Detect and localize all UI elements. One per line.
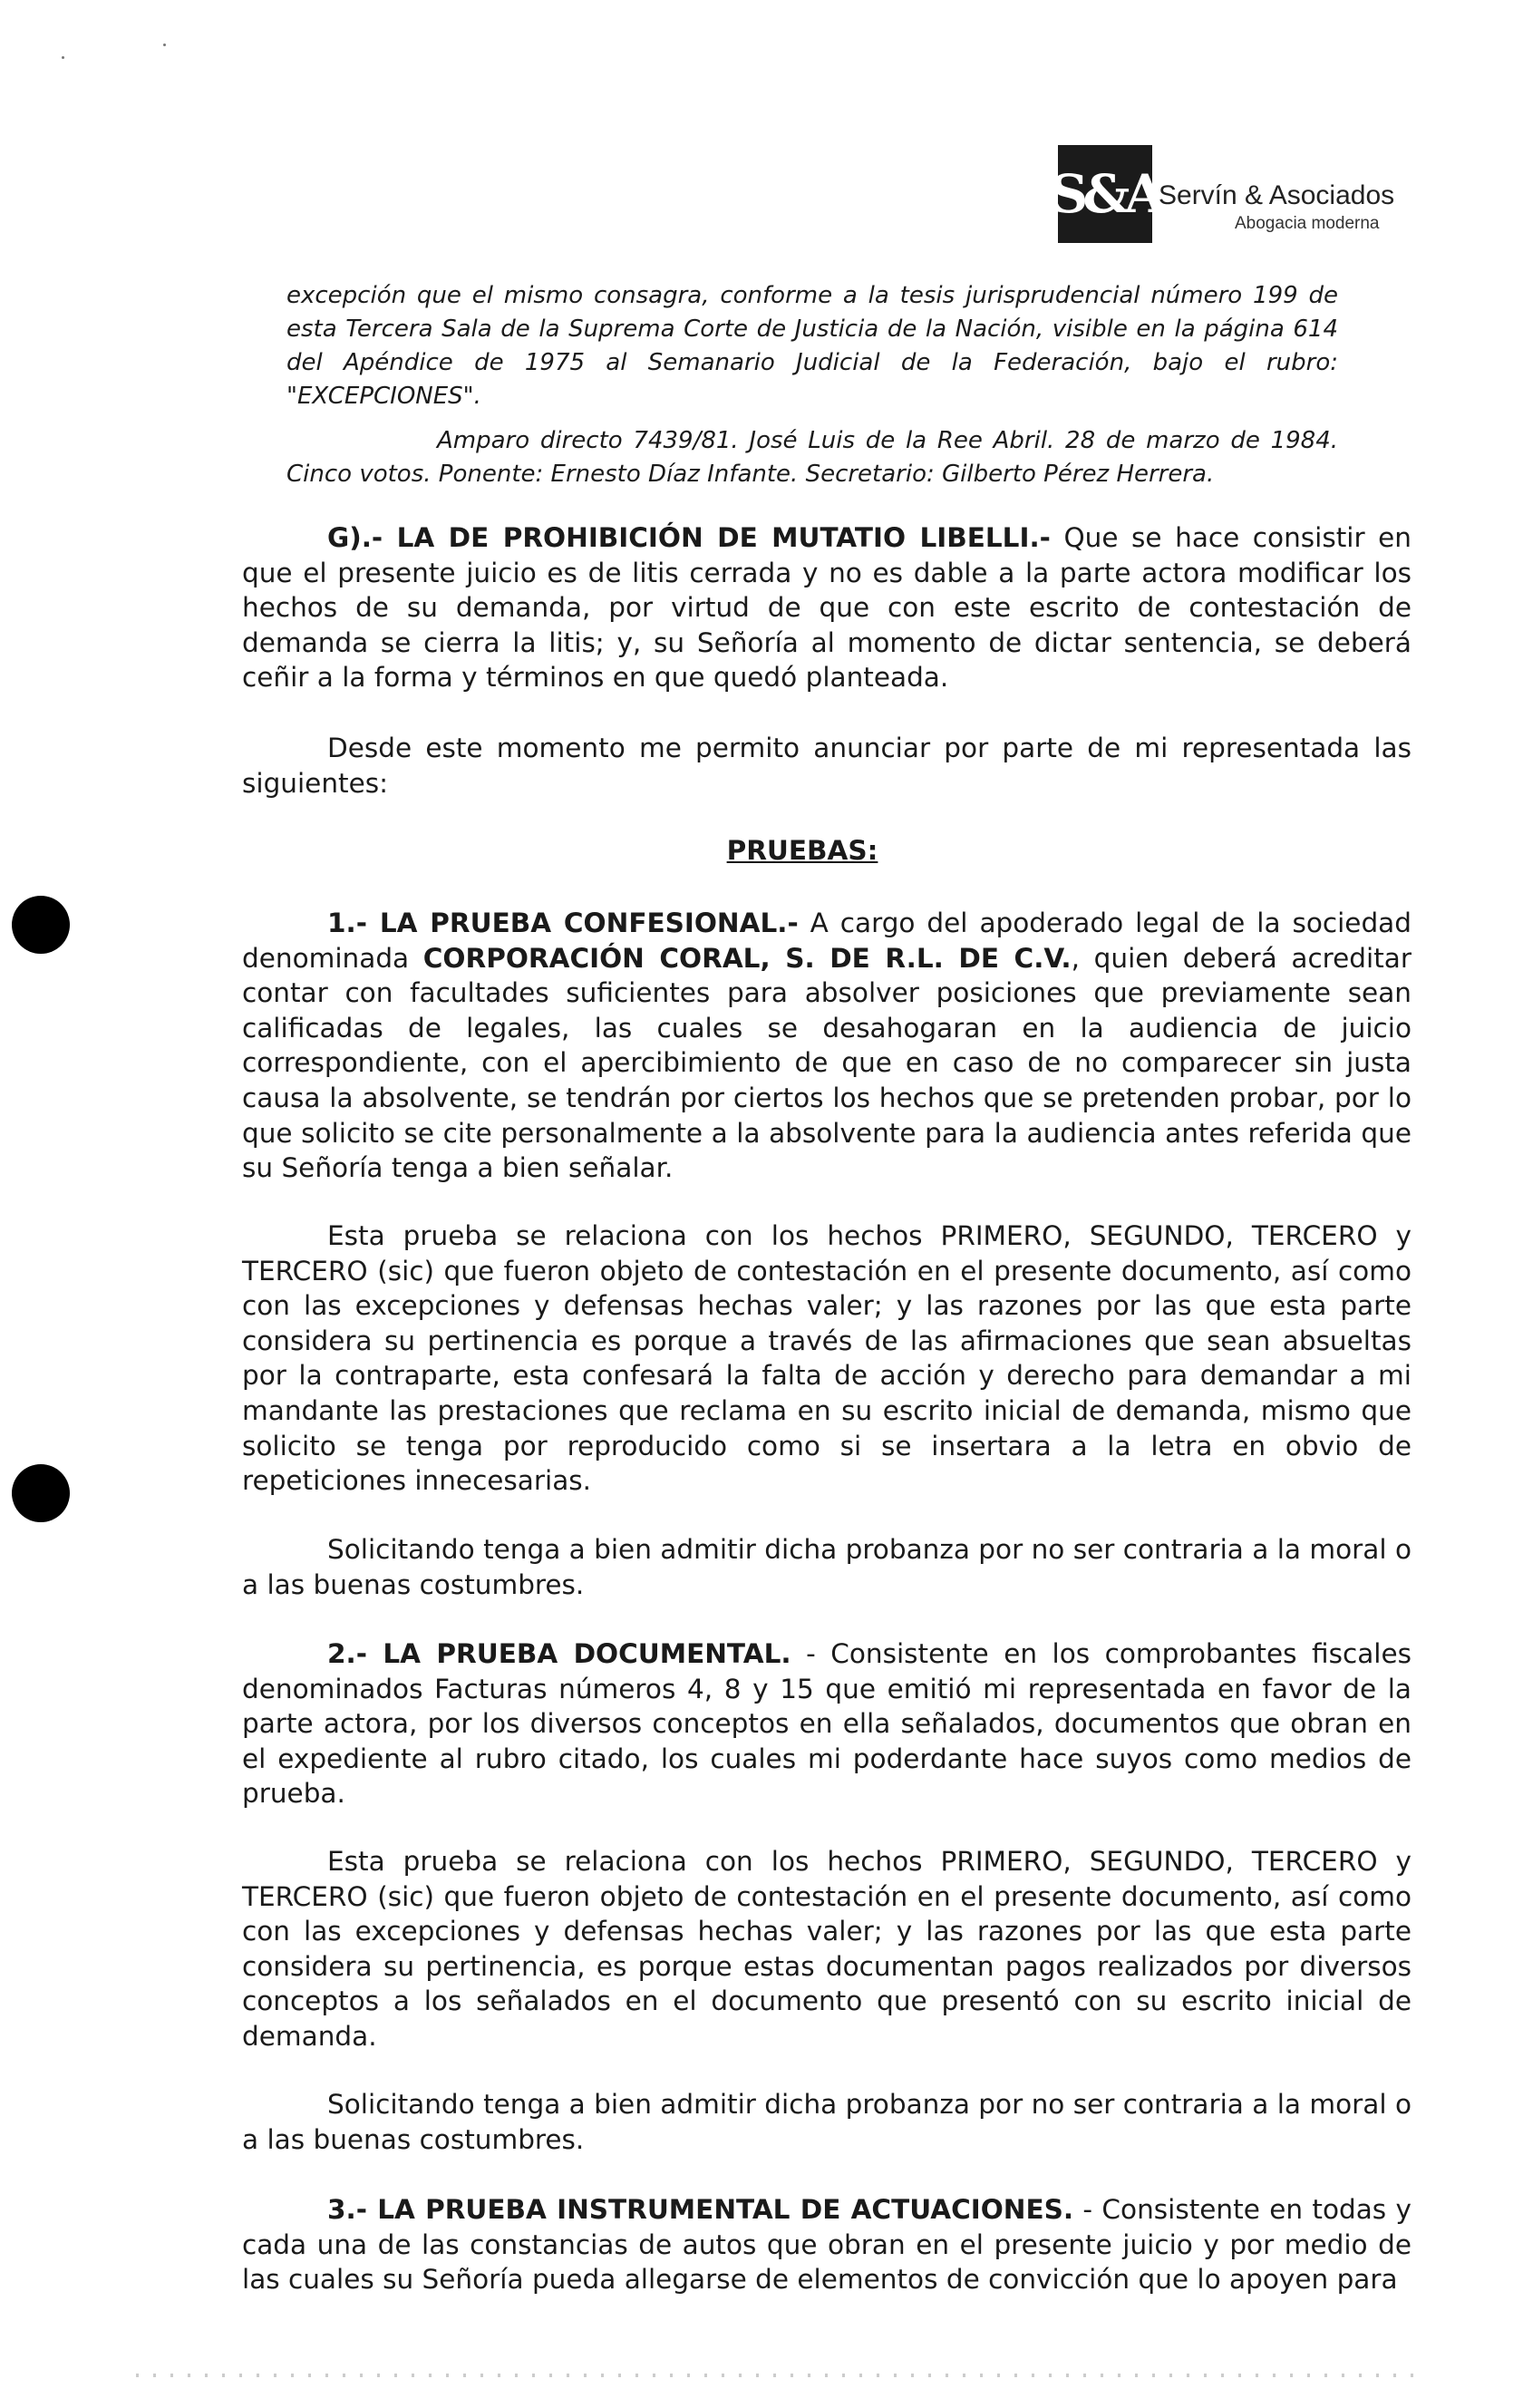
prueba-3-paragraph: [242, 2192, 1411, 2297]
firm-tagline: Abogacia moderna: [1235, 214, 1380, 233]
prueba-1-text-a: A cargo del apoderado legal de la sociedad denominada: [242, 908, 1411, 974]
prueba-1-company: CORPORACIÓN CORAL, S. DE R.L. DE C.V.: [422, 942, 1072, 974]
firm-logo: [1050, 145, 1160, 243]
prueba-3-text: - Consistente en todas y cada una de las constancias de autos que obran en el presente juicio y por medio de las cuales su Señoría pueda allegarse de elementos de convicción que lo apoyen para: [242, 2194, 1411, 2296]
prueba-2-label: 2.- LA PRUEBA DOCUMENTAL.: [327, 1638, 791, 1669]
scan-speck: [62, 56, 64, 59]
prueba-3-label: 3.- LA PRUEBA INSTRUMENTAL DE ACTUACIONES.: [327, 2194, 1074, 2225]
logo-monogram: S&A: [1050, 163, 1160, 225]
pruebas-intro: Desde este momento me permito anunciar por parte de mi representada las siguientes:: [242, 733, 1411, 799]
section-g-paragraph: [242, 520, 1411, 695]
prueba-2-paragraph: [242, 1636, 1411, 1811]
prueba-2-text: - Consistente en los comprobantes fiscales denominados Facturas números 4, 8 y 15 que emitió mi representada en favor de la parte actora, por los diversos conceptos en ella señalados, documentos que obran en el expediente al rubro citado, los cuales mi poderdante hace suyos como medios de prueba.: [242, 1638, 1411, 1810]
prueba-1-request: Solicitando tenga a bien admitir dicha probanza por no ser contraria a la moral o a las buenas costumbres.: [242, 1534, 1411, 1600]
prueba-1-text-b: , quien deberá acreditar contar con facultades suficientes para absolver posiciones que previamente sean calificadas de legales, las cuales se desahogaran en la audiencia de juicio correspondiente, con el apercibimiento de que en caso de no comparecer sin justa causa la absolvente, se tendrán por ciertos los hechos que se pretenden probar, por lo que solicito se cite personalmente a la absolvente para la audiencia antes referida que su Señoría tenga a bien señalar.: [242, 942, 1411, 1184]
prueba-1-relation: Esta prueba se relaciona con los hechos PRIMERO, SEGUNDO, TERCERO y TERCERO (sic) que fueron objeto de contestación en el presente documento, así como con las excepciones y defensas hechas valer; y las razones por las que esta parte considera su pertinencia es porque a través de las afirmaciones que sean absueltas por la contraparte, esta confesará la falta de acción y derecho para demandar a mi mandante las prestaciones que reclama en su escrito inicial de demanda, mismo que solicito se tenga por reproducido como si se insertara a la letra en obvio de repeticiones innecesarias.: [242, 1220, 1411, 1497]
jurisprudence-citation: Amparo directo 7439/81. José Luis de la Ree Abril. 28 de marzo de 1984. Cinco votos. Ponente: Ernesto Díaz Infante. Secretario: Gilberto Pérez Herrera.: [286, 427, 1338, 488]
scan-edge-noise: [136, 2374, 1423, 2377]
jurisprudence-quote: excepción que el mismo consagra, conforme a la tesis jurisprudencial número 199 de esta Tercera Sala de la Suprema Corte de Justicia de la Nación, visible en la página 614 del Apéndice de 1975 al Semanario Judicial de la Federación, bajo el rubro: "EXCEPCIONES".: [286, 282, 1338, 410]
prueba-1-label: 1.- LA PRUEBA CONFESIONAL.-: [327, 908, 799, 938]
firm-name: Servín & Asociados: [1159, 180, 1395, 210]
prueba-1-paragraph: [242, 906, 1411, 1186]
pruebas-heading: PRUEBAS:: [726, 835, 878, 866]
punch-hole-upper: [12, 896, 70, 954]
prueba-2-request: Solicitando tenga a bien admitir dicha probanza por no ser contraria a la moral o a las buenas costumbres.: [242, 2089, 1411, 2155]
scan-speck: [163, 44, 166, 46]
punch-hole-lower: [12, 1464, 70, 1522]
section-g-text: Que se hace consistir en que el presente juicio es de litis cerrada y no es dable a la parte actora modificar los hechos de su demanda, por virtud de que con este escrito de contestación de demanda se cierra la litis; y, su Señoría al momento de dictar sentencia, se deberá ceñir a la forma y términos en que quedó planteada.: [242, 522, 1411, 694]
section-g-label: G).- LA DE PROHIBICIÓN DE MUTATIO LIBELLI.-: [327, 522, 1051, 553]
prueba-2-relation: Esta prueba se relaciona con los hechos PRIMERO, SEGUNDO, TERCERO y TERCERO (sic) que fueron objeto de contestación en el presente documento, así como con las excepciones y defensas hechas valer; y las razones por las que esta parte considera su pertinencia, es porque estas documentan pagos realizados por diversos conceptos a los señalados en el documento que presentó con su escrito inicial de demanda.: [242, 1846, 1411, 2052]
